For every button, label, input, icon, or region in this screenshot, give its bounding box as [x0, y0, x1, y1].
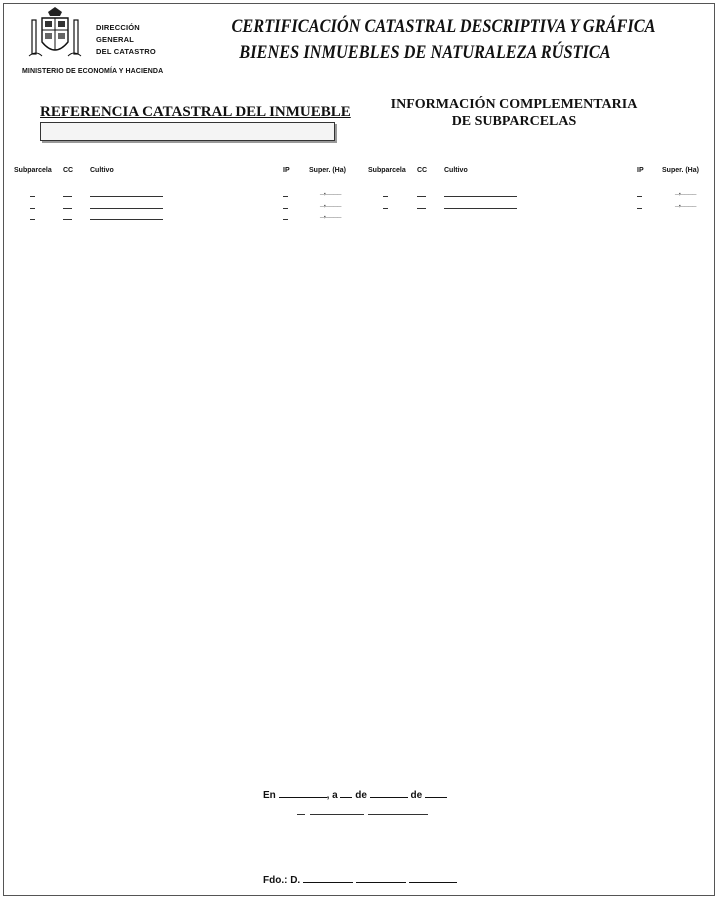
column-header-cultivo: Cultivo: [90, 167, 114, 174]
superficie-blank: _,____: [320, 201, 342, 208]
subparcela-blank: [30, 219, 35, 220]
column-header-superficie: Super. (Ha): [309, 167, 346, 174]
cadastral-reference-field: [40, 122, 335, 141]
signature-blank: [303, 873, 353, 883]
month-blank: [370, 788, 408, 798]
place-date-line: [263, 788, 447, 801]
column-header-cc: CC: [63, 167, 74, 174]
subparcela-blank: [30, 208, 35, 209]
cultivo-blank: [444, 196, 517, 197]
superficie-blank: _,____: [675, 201, 697, 208]
signature-line: [263, 873, 457, 886]
subparcel-info-title: [386, 96, 642, 130]
subparcela-blank: [30, 196, 35, 197]
cc-blank: [63, 219, 72, 220]
ip-blank: [283, 196, 288, 197]
cc-blank: [63, 208, 72, 209]
column-header-cultivo: Cultivo: [444, 167, 468, 174]
column-header-ip: IP: [283, 167, 290, 174]
superficie-blank: _,____: [320, 212, 342, 219]
de2-label: de: [410, 790, 423, 801]
ip-blank: [637, 196, 642, 197]
cc-blank: [417, 196, 426, 197]
subparcela-blank: [383, 208, 388, 209]
column-header-subparcela: Subparcela: [368, 167, 406, 174]
place-prefix: En: [263, 790, 276, 801]
place-blank: [279, 788, 327, 798]
signed-label: Fdo.: D.: [263, 875, 301, 886]
agency-name: [96, 22, 156, 58]
agency-line: DEL CATASTRO: [96, 47, 156, 56]
a-label: , a: [326, 790, 338, 801]
column-header-ip: IP: [637, 167, 644, 174]
column-header-cc: CC: [417, 167, 428, 174]
superficie-blank: _,____: [320, 189, 342, 196]
document-subtitle: BIENES INMUEBLES DE NATURALEZA RÚSTICA: [239, 42, 611, 63]
ip-blank: [283, 219, 288, 220]
stamp-line: [310, 814, 364, 815]
column-header-subparcela: Subparcela: [14, 167, 52, 174]
agency-line: DIRECCIÓN: [96, 23, 140, 32]
ip-blank: [637, 208, 642, 209]
signature-blank: [356, 873, 406, 883]
year-blank: [425, 788, 447, 798]
column-header-superficie: Super. (Ha): [662, 167, 699, 174]
cultivo-blank: [90, 196, 163, 197]
stamp-line: [297, 814, 305, 815]
signature-blank: [409, 873, 457, 883]
day-blank: [340, 788, 352, 798]
ministry-name: MINISTERIO DE ECONOMÍA Y HACIENDA: [22, 68, 164, 75]
ip-blank: [283, 208, 288, 209]
cultivo-blank: [444, 208, 517, 209]
superficie-blank: _,____: [675, 189, 697, 196]
cadastral-reference-title: REFERENCIA CATASTRAL DEL INMUEBLE: [40, 104, 351, 120]
cultivo-blank: [90, 219, 163, 220]
de-label: de: [355, 790, 367, 801]
coat-of-arms-logo: [26, 6, 84, 62]
agency-line: GENERAL: [96, 35, 135, 44]
cc-blank: [63, 196, 72, 197]
cc-blank: [417, 208, 426, 209]
document-title: CERTIFICACIÓN CATASTRAL DESCRIPTIVA Y GRÁFICA: [231, 16, 656, 37]
info-title-line: DE SUBPARCELAS: [451, 114, 577, 129]
stamp-line: [368, 814, 428, 815]
subparcela-blank: [383, 196, 388, 197]
cultivo-blank: [90, 208, 163, 209]
info-title-line: INFORMACIÓN COMPLEMENTARIA: [390, 97, 638, 112]
